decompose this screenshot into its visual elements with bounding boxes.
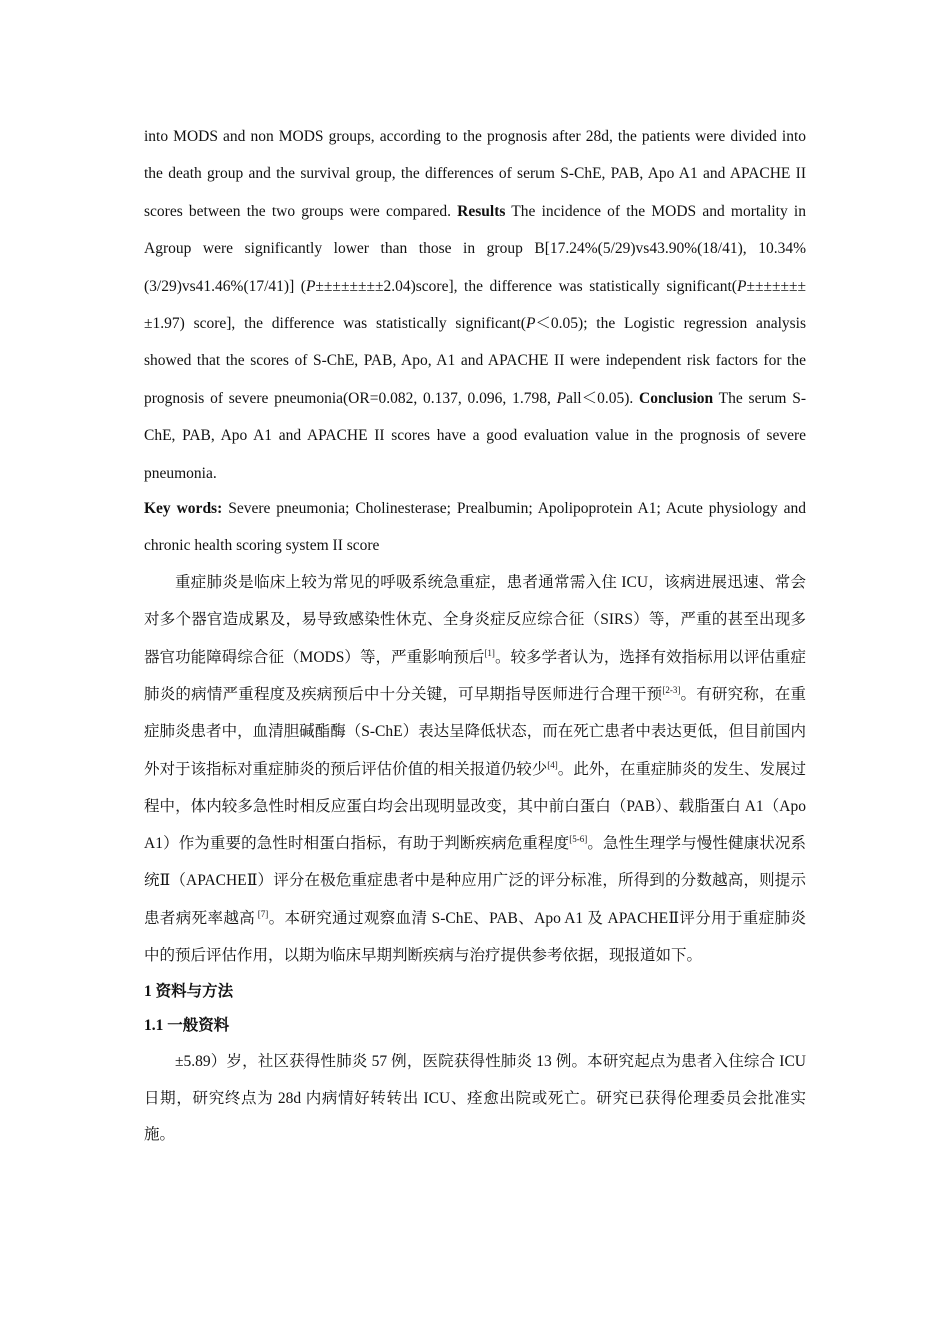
- keywords-text: Severe pneumonia; Cholinesterase; Prealbumin; Apolipoprotein A1; Acute physiology and chronic health scoring system II score: [144, 500, 806, 555]
- general-data-paragraph: ±5.89）岁，社区获得性肺炎 57 例，医院获得性肺炎 13 例。本研究起点为患者入住综合 ICU 日期，研究终点为 28d 内病情好转转出 ICU、痊愈出院或死亡。研究已获得伦理委员会批准实施。: [144, 1053, 806, 1144]
- citation-ref: [2-3]: [662, 684, 681, 695]
- abstract-text: ±±±±±±±±1.97) score], the difference was statistically significant(: [144, 277, 807, 333]
- intro-text: 。有研究称，在重症肺炎患者中，血清胆碱酯酶（S-ChE）表达呈降低状态，而在死亡患者中表达更低，但目前国内外对于该指标对重症肺炎的预后评估价值的相关报道仍较少: [144, 685, 806, 778]
- citation-ref: [7]: [255, 908, 269, 919]
- results-label: Results: [457, 202, 506, 220]
- introduction-paragraph: [144, 564, 806, 974]
- intro-text: 重症肺炎是临床上较为常见的呼吸系统急重症，患者通常需入住 ICU，该病进展迅速、常会对多个器官造成累及，易导致感染性休克、全身炎症反应综合征（SIRS）等，严重的甚至出现多器官功能障碍综合征（MODS）等，严重影响预后: [144, 574, 806, 666]
- abstract-text: all＜0.05).: [566, 389, 640, 407]
- subsection-heading: 1.1 一般资料: [144, 1017, 230, 1035]
- keywords: [144, 490, 806, 564]
- abstract-text: into MODS and non MODS groups, according to the prognosis after 28d, the patients were divided into the death group and the survival group, the differences of serum S-ChE, PAB, Apo A1 and APACHE II scores between the two groups were compared.: [144, 128, 806, 220]
- intro-text: 。此外，在重症肺炎的发生、发展过程中，体内较多急性时相反应蛋白均会出现明显改变，其中前白蛋白（PAB）、载脂蛋白 A1（Apo A1）作为重要的急性时相蛋白指标，有助于判断疾病危重程度: [144, 760, 806, 853]
- section-heading: 1 资料与方法: [144, 983, 234, 1001]
- intro-text: 。较多学者认为，选择有效指标用以评估重症肺炎的病情严重程度及疾病预后中十分关键，可早期指导医师进行合理干预: [144, 648, 806, 703]
- keywords-label: Key words:: [144, 500, 223, 518]
- paper-page: [144, 118, 806, 1154]
- abstract-text: ±±±±±±±±2.04)score], the difference was statistically significant(: [315, 277, 737, 295]
- p-symbol: P: [556, 389, 567, 407]
- citation-ref: [5-6]: [569, 833, 588, 844]
- abstract-text: The serum S-ChE, PAB, Apo A1 and APACHE II scores have a good evaluation value in the prognosis of severe pneumonia.: [144, 389, 806, 482]
- abstract-english: [144, 118, 806, 492]
- abstract-text: The incidence of the MODS and mortality in Agroup were significantly lower than those in group B[17.24%(5/29)vs43.90%(18/41), 10.34%(3/29)vs41.46%(17/41)] (: [144, 202, 806, 295]
- p-symbol: P: [305, 277, 316, 295]
- abstract-text: ＜0.05); the Logistic regression analysis showed that the scores of S-ChE, PAB, Apo, A1 and APACHE II were independent risk factors for the prognosis of severe pneumonia(OR=0.082, 0.137, 0.096, 1.798,: [144, 315, 806, 407]
- citation-ref: [1]: [484, 647, 495, 658]
- conclusion-label: Conclusion: [639, 389, 714, 407]
- p-symbol: P: [736, 277, 747, 295]
- citation-ref: [4]: [547, 759, 558, 770]
- p-symbol: P: [525, 315, 536, 333]
- intro-text: 。急性生理学与慢性健康状况系统Ⅱ（APACHEⅡ）评分在极危重症患者中是种应用广泛的评分标准，所得到的分数越高，则提示患者病死率越高: [144, 835, 806, 927]
- intro-text: 。本研究通过观察血清 S-ChE、PAB、Apo A1 及 APACHEⅡ评分用于重症肺炎中的预后评估作用，以期为临床早期判断疾病与治疗提供参考依据，现报道如下。: [144, 909, 806, 965]
